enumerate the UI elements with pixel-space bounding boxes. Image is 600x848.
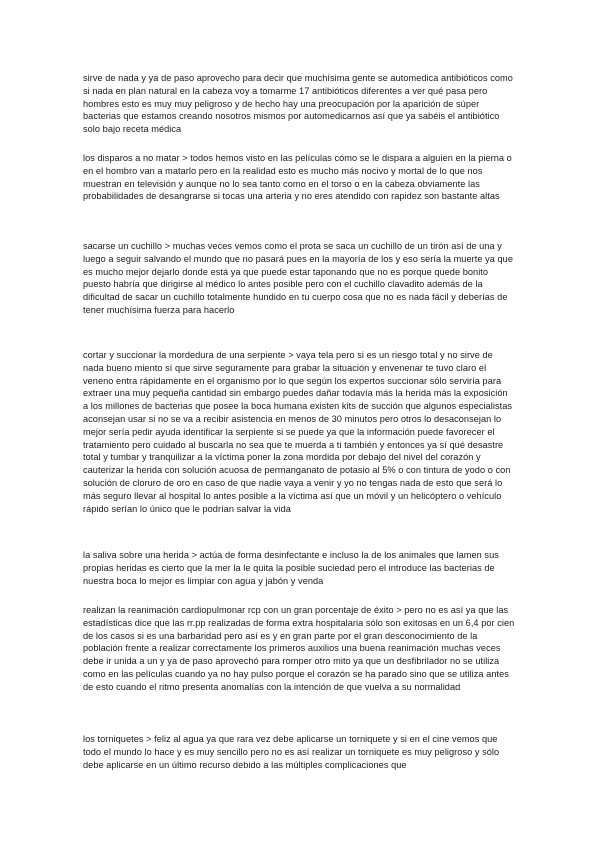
paragraph-non-lethal-shots: los disparos a no matar > todos hemos visto en las películas cómo se le dispara a alguien en la pierna o en el hombro van a matarlo pero en la realidad esto es mucho más nocivo y mortal de lo que nos muestran en televisión y aunque no lo sea tanto como en el torso o en la cabeza obviamente las probabilidades de desangrarse si tocas una arteria y no eres atendido con rapidez son bastante altas [83, 153, 512, 202]
paragraph-antibiotics: sirve de nada y ya de paso aprovecho para decir que muchísima gente se automedica antibióticos como si nada en plan natural en la cabeza voy a tomarme 17 antibióticos diferentes a ver qué pasa pero hombres esto es muy muy peligroso y de hecho hay una preocupación por la aparición de súper bacterias que estamos creando nosotros mismos por automedicarnos así que ya sabéis el antibiótico solo bajo receta médica [83, 73, 513, 135]
paragraph-saliva-wound: la saliva sobre una herida > actúa de forma desinfectante e incluso la de los animales que lamen sus propias heridas es cierto que la mer la le quita la posible suciedad pero el introduce las bacterias de nuestra boca lo mejor es limpiar con agua y jabón y venda [83, 550, 499, 586]
paragraph-tourniquets: los torniquetes > feliz al agua ya que rara vez debe aplicarse un torniquete y si en el cine vemos que todo el mundo lo hace y es muy sencillo pero no es así realizar un torniquete es muy peligroso y sólo debe aplicarse en un último recurso debido a las múltiples complicaciones que [83, 734, 500, 770]
paragraph-knife-removal: sacarse un cuchillo > muchas veces vemos como el prota se saca un cuchillo de un tirón así de una y luego a seguir salvando el mundo que no pasará pues en la mayoría de los y eso sería la muerte ya que es mucho mejor dejarlo donde está ya que puede estar taponando que no es porque quede bonito puesto habría que dirigirse al médico lo antes posible pero con el cuchillo clavadito además de la dificultad de sacar un cuchillo totalmente hundido en tu cuerpo cosa que no es nada fácil y deberías de tener muchísima fuerza para hacerlo [83, 241, 513, 315]
paragraph-snake-bite: cortar y succionar la mordedura de una serpiente > vaya tela pero si es un riesgo total y no sirve de nada bueno miento sí que sirve seguramente para grabar la situación y envenenar te tuvo claro el veneno entra rápidamente en el organismo por lo que según los expertos succionar sólo serviría para extraer una muy pequeña cantidad sin embargo puedes dañar todavía más la herida más la exposición a los millones de bacterias que posee la boca humana existen kits de succión que algunos especialistas aconsejan usar si no se va a recibir asistencia en menos de 30 minutos pero otros lo desaconsejan lo mejor sería pedir ayuda identificar la serpiente si se puede ya que la información puede favorecer el tratamiento pero cuidado al buscarla no sea que te muerda a ti también y entonces ya sí qué desastre total y tumbar y tranquilizar a la víctima poner la zona mordida por debajo del nivel del corazón y cauterizar la herida con solución acuosa de permanganato de potasio al 5% o con tintura de yodo o con solución de cloruro de oro en caso de que nadie vaya a venir y yo no tengas nada de esto que será lo más seguro llevar al hospital lo antes posible a la víctima así que un móvil y un helicóptero o vehículo rápido serían lo único que le podrían salvar la vida [83, 350, 513, 514]
paragraph-cpr: realizan la reanimación cardiopulmonar rcp con un gran porcentaje de éxito > pero no es así ya que las estadísticas dice que las rr.pp realizadas de forma extra hospitalaria sólo son exitosas en un 6,4 por cien de los casos si es una barbaridad pero así es y en gran parte por el gran desconocimiento de la población frente a realizar correctamente los primeros auxilios una buena reanimación muchas veces debe ir unida a un y ya de paso aprovechó para romper otro mito ya que un desfibrilador no se utiliza como en las películas cuando ya no hay pulso porque el corazón se ha parado sino que se utiliza antes de esto cuando el ritmo presenta anomalías con la intención de que vuelva a su normalidad [83, 605, 515, 692]
